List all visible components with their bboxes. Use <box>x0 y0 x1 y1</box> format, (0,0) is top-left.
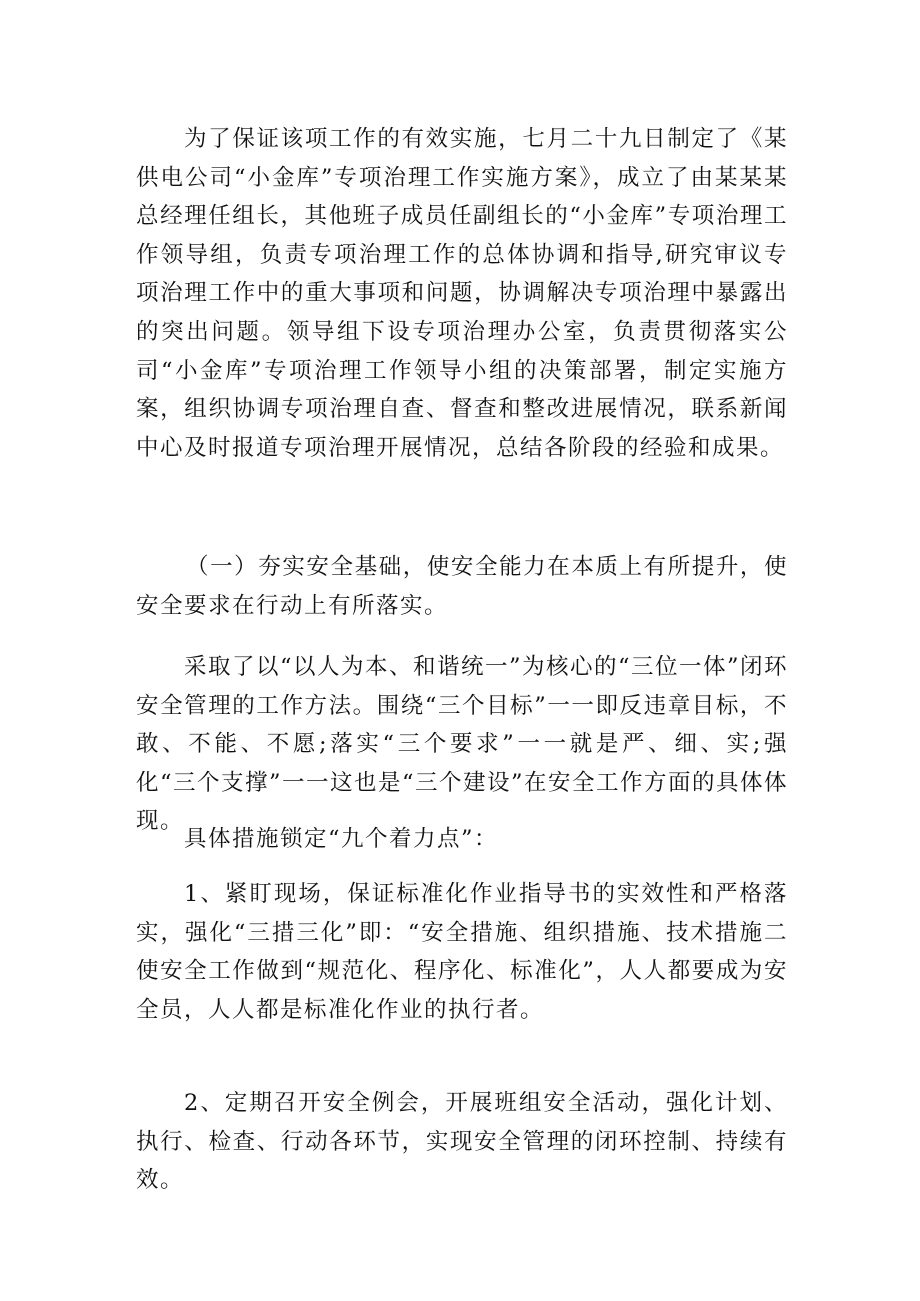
list-item-2-safety-meetings: 2、定期召开安全例会，开展班组安全活动，强化计划、执行、检查、行动各环节，实现安全管理的闭环控制、持续有效。 <box>136 1090 788 1194</box>
paragraph-nine-focus-points: 具体措施锁定“九个着力点”： <box>184 826 499 852</box>
section-heading-safety-foundation: （一）夯实安全基础，使安全能力在本质上有所提升，使安全要求在行动上有所落实。 <box>136 554 788 619</box>
paragraph-safety-management-method: 采取了以“以人为本、和谐统一”为核心的“三位一体”闭环安全管理的工作方法。围绕“三个目标”一一即反违章目标，不敢、不能、不愿;落实“三个要求”一一就是严、细、实;强化“三个支撑”一一这也是“三个建设”在安全工作方面的具体体现。 <box>136 654 789 835</box>
paragraph-leadership-group: 为了保证该项工作的有效实施，七月二十九日制定了《某供电公司“小金库”专项治理工作实施方案》，成立了由某某某总经理任组长，其他班子成员任副组长的“小金库”专项治理工作领导组，负责专项治理工作的总体协调和指导,研究审议专项治理工作中的重大事项和问题，协调解决专项治理中暴露出的突出问题。领导组下设专项治理办公室，负责贯彻落实公司“小金库”专项治理工作领导小组的决策部署，制定实施方案，组织协调专项治理自查、督查和整改进展情况，联系新闻中心及时报道专项治理开展情况，总结各阶段的经验和成果。 <box>136 126 788 461</box>
list-item-1-on-site-standardization: 1、紧盯现场，保证标准化作业指导书的实效性和严格落实，强化“三措三化”即：“安全措施、组织措施、技术措施二使安全工作做到“规范化、程序化、标准化”，人人都要成为安全员，人人都是标准化作业的执行者。 <box>136 881 788 1023</box>
